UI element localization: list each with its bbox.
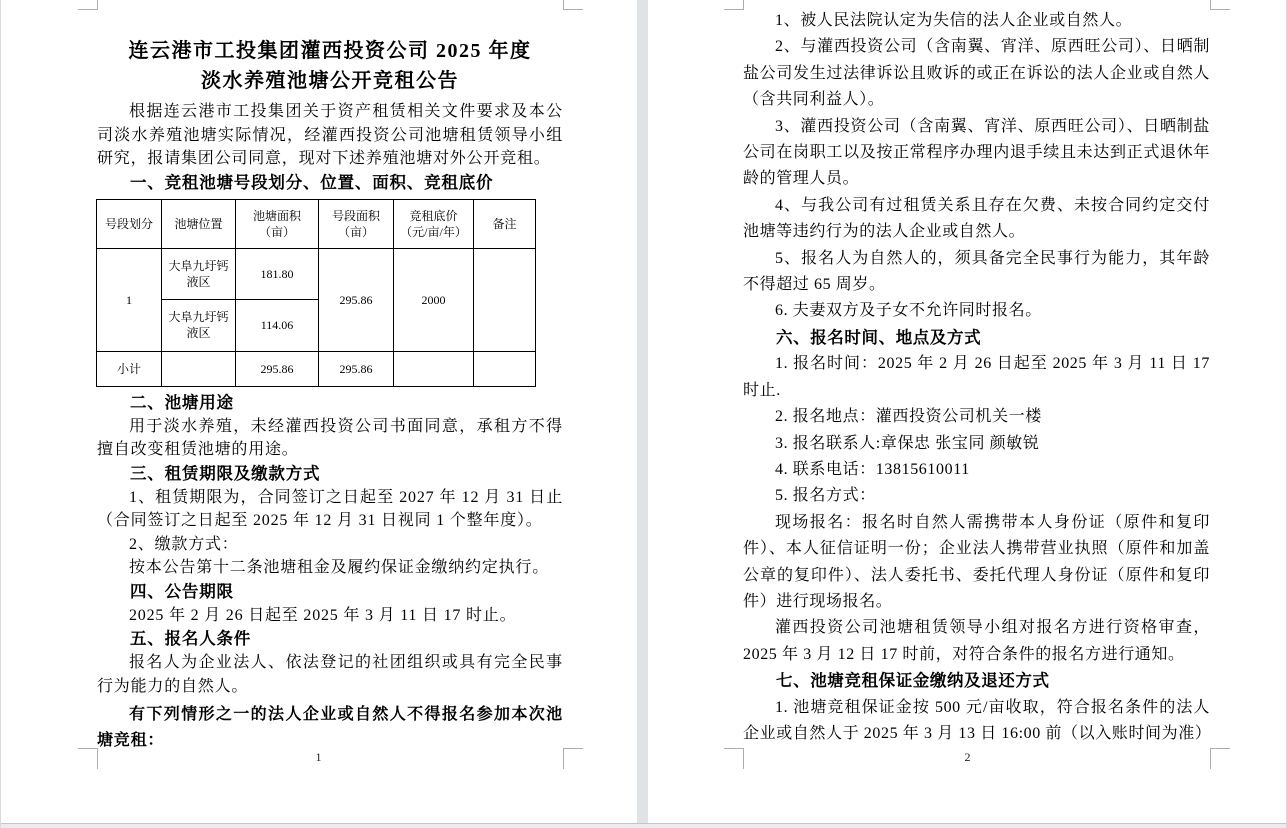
section-6-item-3: 3. 报名联系人:章保忠 张宝同 颜敏锐 — [775, 434, 1040, 452]
page-number-2: 2 — [964, 750, 971, 764]
section-6-onsite: 现场报名：报名时自然人需携带本人身份证（原件和复印件）、本人征信证明一份；企业法人携带营业执照（原件和加盖公章的复印件）、法人委托书、委托代理人身份证（原件和复印件）进行现场报名。 — [743, 513, 1210, 610]
table-subtotal-row — [97, 351, 536, 386]
section-4-body: 2025 年 2 月 26 日起至 2025 年 3 月 11 日 17 时止。 — [129, 606, 517, 624]
page-1-text-area — [97, 0, 563, 754]
cell-location: 大阜九圩钙液区 — [162, 299, 236, 351]
page-number-1: 1 — [315, 750, 322, 764]
disqualify-item-4: 4、与我公司有过租赁关系且存在欠费、未按合同约定交付池塘等违约行为的法人企业或自然人。 — [743, 196, 1210, 241]
section-1-heading: 一、竞租池塘号段划分、位置、面积、竞租底价 — [130, 172, 494, 192]
disqualify-item-5: 5、报名人为自然人的，须具备完全民事行为能力，其年龄不得超过 65 周岁。 — [743, 249, 1210, 294]
header-base-price: 竞租底价（元/亩/年） — [394, 199, 474, 248]
cell-pond-area: 181.80 — [236, 248, 319, 299]
doc-title-line-1: 连云港市工投集团灌西投资公司 2025 年度 — [128, 40, 532, 62]
table-header-row — [97, 199, 536, 248]
cell-base-price: 2000 — [394, 248, 474, 351]
section-6-item-1: 1. 报名时间：2025 年 2 月 26 日起至 2025 年 3 月 11 日 17 时止. — [743, 355, 1210, 399]
header-pond-area: 池塘面积（亩） — [236, 199, 319, 248]
section-7-heading: 七、池塘竞租保证金缴纳及退还方式 — [776, 671, 1050, 691]
margin-mark-top-left — [78, 0, 98, 10]
section-7-item-1: 1. 池塘竞租保证金按 500 元/亩收取，符合报名条件的法人企业或自然人于 2025 年 3 月 13 日 16:00 前（以入账时间为准） — [743, 698, 1212, 742]
section-2-body: 用于淡水养殖，未经灌西投资公司书面同意，承租方不得擅自改变租赁池塘的用途。 — [97, 417, 563, 458]
disqualify-item-1: 1、被人民法院认定为失信的法人企业或自然人。 — [775, 12, 1133, 29]
cell-remark — [474, 248, 536, 351]
cell-base-price — [394, 351, 474, 386]
disqualify-item-3: 3、灌西投资公司（含南翼、宵洋、原西旺公司）、日晒制盐公司在岗职工以及按正常程序办理内退手续且未达到正式退休年龄的管理人员。 — [743, 117, 1210, 188]
pond-rent-table — [96, 199, 536, 387]
section-6-item-5: 5. 报名方式： — [775, 487, 876, 505]
section-6-item-4: 4. 联系电话：13815610011 — [775, 460, 970, 478]
section-6-item-2: 2. 报名地点：灌西投资公司机关一楼 — [775, 408, 1042, 426]
section-3-item-3: 按本公告第十二条池塘租金及履约保证金缴纳约定执行。 — [129, 559, 550, 576]
section-5-body: 报名人为企业法人、依法登记的社团组织或具有完全民事行为能力的自然人。 — [97, 654, 563, 695]
cell-segment-area: 295.86 — [319, 248, 394, 351]
section-2-heading: 二、池塘用途 — [130, 392, 234, 412]
section-5-heading: 五、报名人条件 — [130, 629, 252, 648]
cell-segment: 1 — [97, 248, 162, 351]
canvas-bottom-band — [0, 823, 1287, 828]
page-gap-divider — [637, 0, 648, 823]
viewport-left-edge — [0, 0, 1, 828]
margin-mark-top-right — [563, 0, 583, 10]
section-4-heading: 四、公告期限 — [130, 581, 234, 601]
disqualify-item-2: 2、与灌西投资公司（含南翼、宵洋、原西旺公司）、日晒制盐公司发生过法律诉讼且败诉的或正在诉讼的法人企业或自然人（含共同利益人）。 — [743, 38, 1210, 109]
page-1[interactable] — [0, 0, 637, 823]
table-row — [97, 248, 536, 299]
section-3-item-2: 2、缴款方式： — [129, 535, 239, 553]
cell-location: 大阜九圩钙液区 — [162, 248, 236, 299]
margin-mark-top-left — [724, 0, 744, 10]
margin-mark-top-right — [1210, 0, 1230, 10]
intro-paragraph: 根据连云港市工投集团关于资产租赁相关文件要求及本公司淡水养殖池塘实际情况，经灌西投资公司池塘租赁领导小组研究，报请集团公司同意，现对下述养殖池塘对外公开竞租。 — [97, 103, 563, 167]
page-2-text-area — [743, 0, 1210, 747]
cell-segment-area: 295.86 — [319, 351, 394, 386]
cell-subtotal-label: 小计 — [97, 351, 162, 386]
section-3-item-1: 1、租赁期限为，合同签订之日起至 2027 年 12 月 31 日止（合同签订之日起至 2025 年 12 月 31 日视同 1 个整年度）。 — [97, 488, 563, 529]
section-6-review: 灌西投资公司池塘租赁领导小组对报名方进行资格审查，2025 年 3 月 12 日 17 时前，对符合条件的报名方进行通知。 — [743, 619, 1210, 663]
header-segment: 号段划分 — [97, 199, 162, 248]
cell-pond-area: 114.06 — [236, 299, 319, 351]
header-segment-area: 号段面积（亩） — [319, 199, 394, 248]
section-6-heading: 六、报名时间、地点及方式 — [776, 327, 982, 347]
page-2[interactable] — [648, 0, 1287, 823]
doc-title-line-2: 淡水养殖池塘公开竞租公告 — [201, 70, 459, 92]
cell-location — [162, 351, 236, 386]
header-remark: 备注 — [474, 199, 536, 248]
disqualify-item-6: 6. 夫妻双方及子女不允许同时报名。 — [775, 302, 1042, 320]
section-5-emphasis: 有下列情形之一的法人企业或自然人不得报名参加本次池塘竞租： — [97, 706, 563, 749]
cell-pond-area: 295.86 — [236, 351, 319, 386]
header-location: 池塘位置 — [162, 199, 236, 248]
section-3-heading: 三、租赁期限及缴款方式 — [130, 463, 321, 483]
cell-remark — [474, 351, 536, 386]
